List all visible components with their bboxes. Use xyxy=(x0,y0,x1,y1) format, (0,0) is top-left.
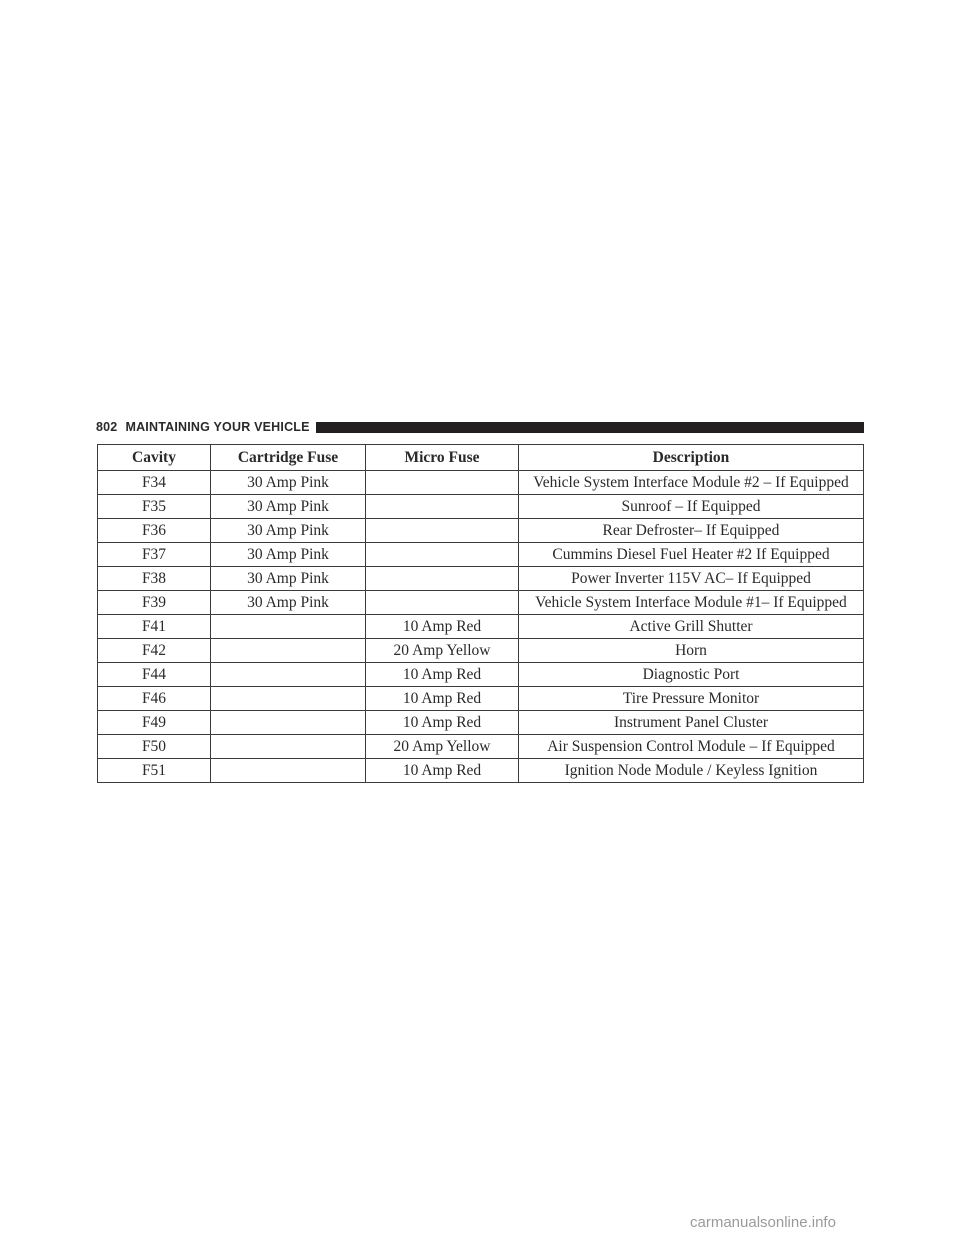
cell-description: Vehicle System Interface Module #1– If Equipped xyxy=(519,591,864,615)
page-header xyxy=(96,417,864,437)
cell-description: Instrument Panel Cluster xyxy=(519,711,864,735)
cell-micro-fuse xyxy=(366,567,519,591)
cell-description: Rear Defroster– If Equipped xyxy=(519,519,864,543)
cell-micro-fuse: 10 Amp Red xyxy=(366,615,519,639)
cell-cavity: F51 xyxy=(98,759,211,783)
cell-description: Horn xyxy=(519,639,864,663)
table-row xyxy=(98,591,864,615)
cell-cavity: F34 xyxy=(98,471,211,495)
table-row xyxy=(98,567,864,591)
table-header-row xyxy=(98,445,864,471)
table-row xyxy=(98,687,864,711)
cell-description: Air Suspension Control Module – If Equipped xyxy=(519,735,864,759)
column-header-cavity: Cavity xyxy=(98,445,211,471)
table-row xyxy=(98,615,864,639)
table-row xyxy=(98,663,864,687)
table-row xyxy=(98,639,864,663)
cell-cartridge-fuse: 30 Amp Pink xyxy=(211,591,366,615)
cell-micro-fuse xyxy=(366,543,519,567)
cell-cartridge-fuse xyxy=(211,759,366,783)
cell-cavity: F39 xyxy=(98,591,211,615)
cell-micro-fuse: 10 Amp Red xyxy=(366,759,519,783)
column-header-micro-fuse: Micro Fuse xyxy=(366,445,519,471)
cell-cartridge-fuse xyxy=(211,639,366,663)
cell-micro-fuse: 10 Amp Red xyxy=(366,663,519,687)
cell-cartridge-fuse: 30 Amp Pink xyxy=(211,567,366,591)
section-title: MAINTAINING YOUR VEHICLE xyxy=(125,420,310,434)
cell-cartridge-fuse: 30 Amp Pink xyxy=(211,543,366,567)
table-row xyxy=(98,735,864,759)
cell-cavity: F44 xyxy=(98,663,211,687)
cell-micro-fuse xyxy=(366,591,519,615)
cell-micro-fuse xyxy=(366,471,519,495)
cell-micro-fuse xyxy=(366,519,519,543)
cell-description: Ignition Node Module / Keyless Ignition xyxy=(519,759,864,783)
table-row xyxy=(98,495,864,519)
cell-micro-fuse: 20 Amp Yellow xyxy=(366,735,519,759)
cell-cavity: F38 xyxy=(98,567,211,591)
table-row xyxy=(98,519,864,543)
cell-micro-fuse xyxy=(366,495,519,519)
cell-description: Vehicle System Interface Module #2 – If Equipped xyxy=(519,471,864,495)
table-row xyxy=(98,471,864,495)
cell-cartridge-fuse: 30 Amp Pink xyxy=(211,471,366,495)
header-rule xyxy=(316,422,864,433)
cell-cavity: F41 xyxy=(98,615,211,639)
cell-cavity: F42 xyxy=(98,639,211,663)
table-row xyxy=(98,759,864,783)
cell-cartridge-fuse xyxy=(211,615,366,639)
column-header-cartridge-fuse: Cartridge Fuse xyxy=(211,445,366,471)
cell-cavity: F46 xyxy=(98,687,211,711)
cell-description: Diagnostic Port xyxy=(519,663,864,687)
cell-cartridge-fuse: 30 Amp Pink xyxy=(211,495,366,519)
cell-description: Tire Pressure Monitor xyxy=(519,687,864,711)
cell-description: Cummins Diesel Fuel Heater #2 If Equipped xyxy=(519,543,864,567)
watermark: carmanualsonline.info xyxy=(690,1214,836,1231)
cell-description: Active Grill Shutter xyxy=(519,615,864,639)
cell-cartridge-fuse xyxy=(211,735,366,759)
cell-description: Power Inverter 115V AC– If Equipped xyxy=(519,567,864,591)
cell-micro-fuse: 10 Amp Red xyxy=(366,687,519,711)
cell-cavity: F36 xyxy=(98,519,211,543)
cell-cartridge-fuse xyxy=(211,711,366,735)
page-number: 802 xyxy=(96,420,118,434)
cell-micro-fuse: 20 Amp Yellow xyxy=(366,639,519,663)
cell-cavity: F50 xyxy=(98,735,211,759)
cell-micro-fuse: 10 Amp Red xyxy=(366,711,519,735)
cell-cartridge-fuse xyxy=(211,663,366,687)
cell-cavity: F49 xyxy=(98,711,211,735)
cell-description: Sunroof – If Equipped xyxy=(519,495,864,519)
cell-cavity: F37 xyxy=(98,543,211,567)
cell-cartridge-fuse xyxy=(211,687,366,711)
cell-cavity: F35 xyxy=(98,495,211,519)
column-header-description: Description xyxy=(519,445,864,471)
table-row xyxy=(98,543,864,567)
table-row xyxy=(98,711,864,735)
cell-cartridge-fuse: 30 Amp Pink xyxy=(211,519,366,543)
fuse-table xyxy=(97,444,864,783)
